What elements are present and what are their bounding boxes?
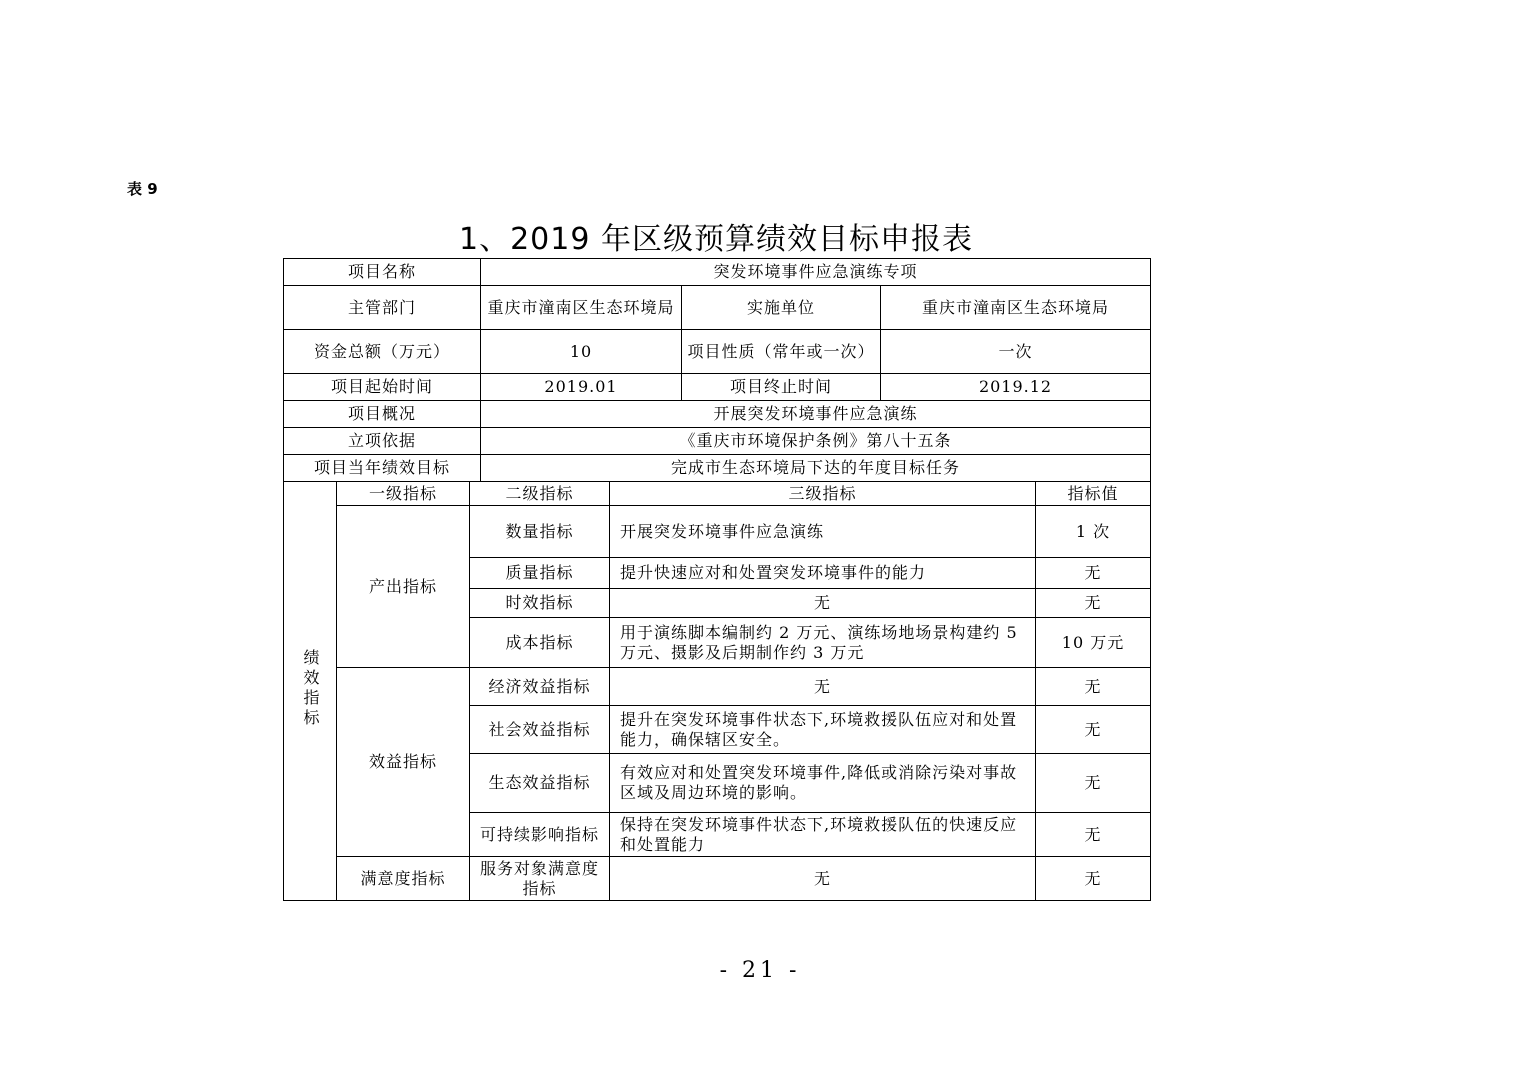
budget-performance-table xyxy=(283,258,1151,901)
project-name-value: 突发环境事件应急演练专项 xyxy=(481,259,1151,286)
basis-value: 《重庆市环境保护条例》第八十五条 xyxy=(481,428,1151,455)
table-row xyxy=(284,455,1151,482)
value-cell: 1 次 xyxy=(1036,506,1151,558)
benefit-indicator-label: 效益指标 xyxy=(337,668,470,857)
project-name-label: 项目名称 xyxy=(284,259,481,286)
table-row xyxy=(284,259,1151,286)
goal-value: 完成市生态环境局下达的年度目标任务 xyxy=(481,455,1151,482)
level3-cell: 提升在突发环境事件状态下,环境救援队伍应对和处置能力，确保辖区安全。 xyxy=(610,706,1036,754)
level3-cell: 用于演练脚本编制约 2 万元、演练场地场景构建约 5 万元、摄影及后期制作约 3 万元 xyxy=(610,618,1036,668)
dept-value: 重庆市潼南区生态环境局 xyxy=(481,286,682,330)
level3-cell: 提升快速应对和处置突发环境事件的能力 xyxy=(610,558,1036,589)
value-cell: 无 xyxy=(1036,589,1151,618)
level3-cell: 开展突发环境事件应急演练 xyxy=(610,506,1036,558)
nature-label: 项目性质（常年或一次） xyxy=(682,330,881,374)
value-cell: 无 xyxy=(1036,813,1151,857)
value-cell: 无 xyxy=(1036,668,1151,706)
level3-cell: 有效应对和处置突发环境事件,降低或消除污染对事故区域及周边环境的影响。 xyxy=(610,754,1036,813)
dept-label: 主管部门 xyxy=(284,286,481,330)
impl-label: 实施单位 xyxy=(682,286,881,330)
table-row xyxy=(284,668,1151,706)
value-cell: 无 xyxy=(1036,706,1151,754)
table-row xyxy=(284,330,1151,374)
level2-cell: 成本指标 xyxy=(470,618,610,668)
start-label: 项目起始时间 xyxy=(284,374,481,401)
table-row xyxy=(284,506,1151,558)
value-cell: 无 xyxy=(1036,558,1151,589)
basis-label: 立项依据 xyxy=(284,428,481,455)
fund-label: 资金总额（万元） xyxy=(284,330,481,374)
overview-label: 项目概况 xyxy=(284,401,481,428)
fund-value: 10 xyxy=(481,330,682,374)
value-cell: 无 xyxy=(1036,754,1151,813)
table-number-label: 表 9 xyxy=(127,180,158,198)
level3-cell: 保持在突发环境事件状态下,环境救援队伍的快速反应和处置能力 xyxy=(610,813,1036,857)
header-value: 指标值 xyxy=(1036,482,1151,506)
page-number: - 21 - xyxy=(719,958,801,983)
level3-cell: 无 xyxy=(610,857,1036,901)
perf-indicator-label-cell xyxy=(284,482,337,901)
table-row xyxy=(284,401,1151,428)
output-indicator-label: 产出指标 xyxy=(337,506,470,668)
header-level3: 三级指标 xyxy=(610,482,1036,506)
satisfaction-indicator-label: 满意度指标 xyxy=(337,857,470,901)
level3-cell: 无 xyxy=(610,589,1036,618)
value-cell: 10 万元 xyxy=(1036,618,1151,668)
level2-cell: 服务对象满意度指标 xyxy=(470,857,610,901)
end-value: 2019.12 xyxy=(881,374,1151,401)
document-title: 1、2019 年区级预算绩效目标申报表 xyxy=(459,222,973,257)
level2-cell: 质量指标 xyxy=(470,558,610,589)
start-value: 2019.01 xyxy=(481,374,682,401)
header-level2: 二级指标 xyxy=(470,482,610,506)
table-row xyxy=(284,428,1151,455)
overview-value: 开展突发环境事件应急演练 xyxy=(481,401,1151,428)
level2-cell: 经济效益指标 xyxy=(470,668,610,706)
level2-cell: 时效指标 xyxy=(470,589,610,618)
end-label: 项目终止时间 xyxy=(682,374,881,401)
level2-cell: 可持续影响指标 xyxy=(470,813,610,857)
table-row xyxy=(284,286,1151,330)
perf-indicator-label: 绩效指标 xyxy=(301,648,320,729)
table-row xyxy=(284,374,1151,401)
level2-cell: 数量指标 xyxy=(470,506,610,558)
level2-cell: 社会效益指标 xyxy=(470,706,610,754)
nature-value: 一次 xyxy=(881,330,1151,374)
level2-cell: 生态效益指标 xyxy=(470,754,610,813)
level3-cell: 无 xyxy=(610,668,1036,706)
impl-value: 重庆市潼南区生态环境局 xyxy=(881,286,1151,330)
value-cell: 无 xyxy=(1036,857,1151,901)
table-row xyxy=(284,857,1151,901)
goal-label: 项目当年绩效目标 xyxy=(284,455,481,482)
table-row xyxy=(284,482,1151,506)
header-level1: 一级指标 xyxy=(337,482,470,506)
